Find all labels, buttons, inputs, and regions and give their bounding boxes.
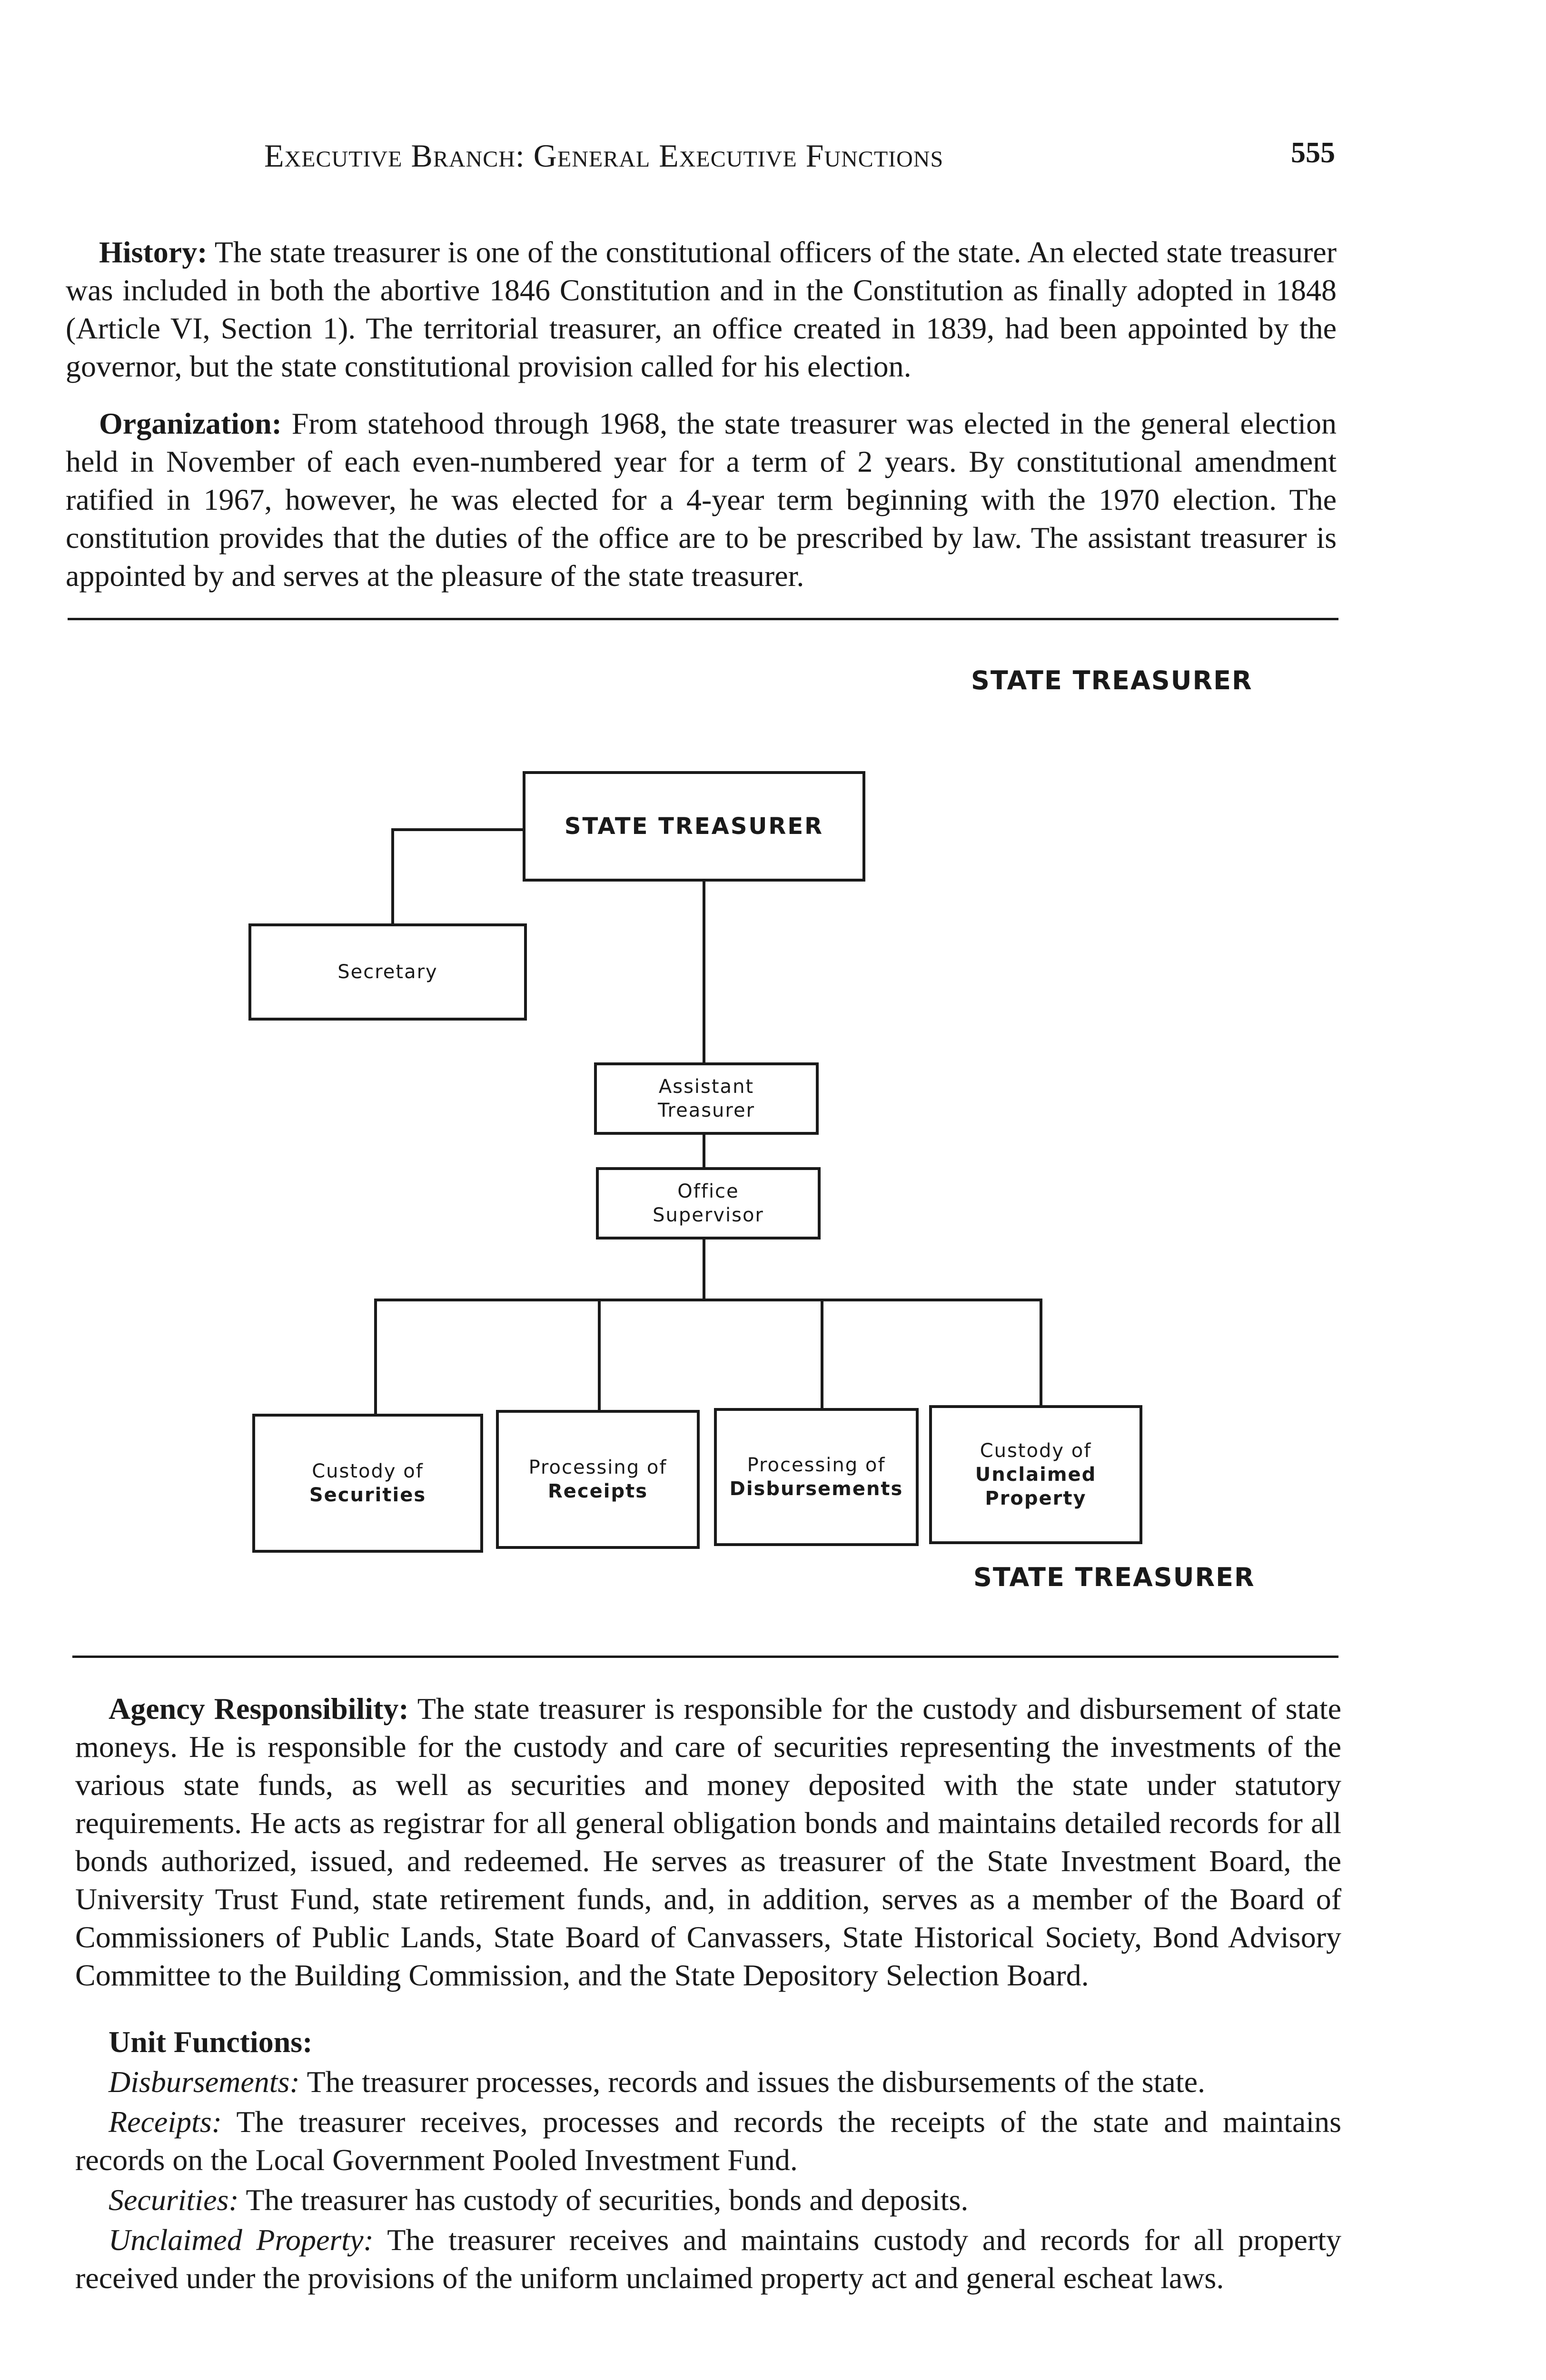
page-number: 555: [1291, 137, 1335, 169]
unit-functions-section: [75, 2023, 1341, 2297]
box-assistant-treasurer: Assistant Treasurer: [594, 1062, 819, 1135]
running-head: Executive Branch: General Executive Functions: [264, 138, 944, 174]
divider-top: [68, 618, 1338, 620]
chart-title-top: STATE TREASURER: [971, 665, 1253, 695]
connector-supervisor-to-bus: [703, 1238, 705, 1299]
box-custody-of-unclaimed-property: Custody of Unclaimed Property: [929, 1405, 1142, 1544]
connector-top-to-secretary-horizontal: [391, 828, 525, 831]
box-custody-of-securities: Custody of Securities: [252, 1414, 483, 1553]
unit-function-item: Securities: The treasurer has custody of securities, bonds and deposits.: [109, 2183, 969, 2217]
connector-bus: [374, 1299, 1042, 1301]
connector-unit-2: [598, 1299, 601, 1412]
connector-unit-3: [821, 1299, 823, 1409]
box-processing-of-disbursements: Processing of Disbursements: [714, 1408, 919, 1546]
connector-secretary-vertical: [391, 828, 394, 926]
unit-function-item: Unclaimed Property: The treasurer receives and maintains custody and records for all property received under the provisions of the uniform unclaimed property act and general escheat laws.: [75, 2223, 1342, 2295]
connector-top-to-assistant: [703, 880, 705, 1065]
agency-responsibility-section: [75, 1690, 1341, 1994]
organization-label: Organization:: [99, 407, 282, 440]
box-processing-of-receipts: Processing of Receipts: [496, 1410, 700, 1549]
connector-unit-1: [374, 1299, 377, 1415]
chart-title-bottom: STATE TREASURER: [973, 1562, 1255, 1592]
organization-section: [66, 405, 1337, 595]
agency-label: Agency Responsibility:: [109, 1692, 409, 1726]
box-office-supervisor: Office Supervisor: [596, 1167, 821, 1240]
connector-assistant-to-supervisor: [703, 1132, 705, 1168]
unit-functions-heading: Unit Functions:: [109, 2025, 313, 2059]
divider-bottom: [72, 1656, 1338, 1658]
box-secretary: Secretary: [248, 923, 527, 1021]
history-label: History:: [99, 235, 208, 269]
unit-function-item: Receipts: The treasurer receives, processes and records the receipts of the state and maintains records on the Local Government Pooled Investment Fund.: [75, 2105, 1342, 2177]
organization-text: From statehood through 1968, the state treasurer was elected in the general election held in November of each even-numbered year for a term of 2 years. By constitutional amendment ratified in 1967, however, he was elected for a 4-year term beginning with the 1970 election. The constitution provides that the duties of the office are to be prescribed by law. The assistant treasurer is appointed by and serves at the pleasure of the state treasurer.: [66, 407, 1337, 593]
history-text: The state treasurer is one of the constitutional officers of the state. An elected state treasurer was included in both the abortive 1846 Constitution and in the Constitution as finally adopted in 1848 (Article VI, Section 1). The territorial treasurer, an office created in 1839, had been appointed by the governor, but the state constitutional provision called for his election.: [66, 235, 1337, 383]
box-state-treasurer: STATE TREASURER: [523, 771, 865, 882]
agency-text: The state treasurer is responsible for the custody and disbursement of state moneys. He is responsible for the custody and care of securities representing the investments of the various state funds, as well as securities and money deposited with the state under statutory requirements. He acts as registrar for all general obligation bonds and maintains detailed records for all bonds authorized, issued, and redeemed. He serves as treasurer of the State Investment Board, the University Trust Fund, state retirement funds, and, in addition, serves as a member of the Board of Commissioners of Public Lands, State Board of Canvassers, State Historical Society, Bond Advisory Committee to the Building Commission, and the State Depository Selection Board.: [75, 1692, 1342, 1992]
history-section: [66, 233, 1337, 386]
unit-function-item: Disbursements: The treasurer processes, records and issues the disbursements of the state.: [109, 2065, 1205, 2099]
connector-unit-4: [1040, 1299, 1042, 1408]
